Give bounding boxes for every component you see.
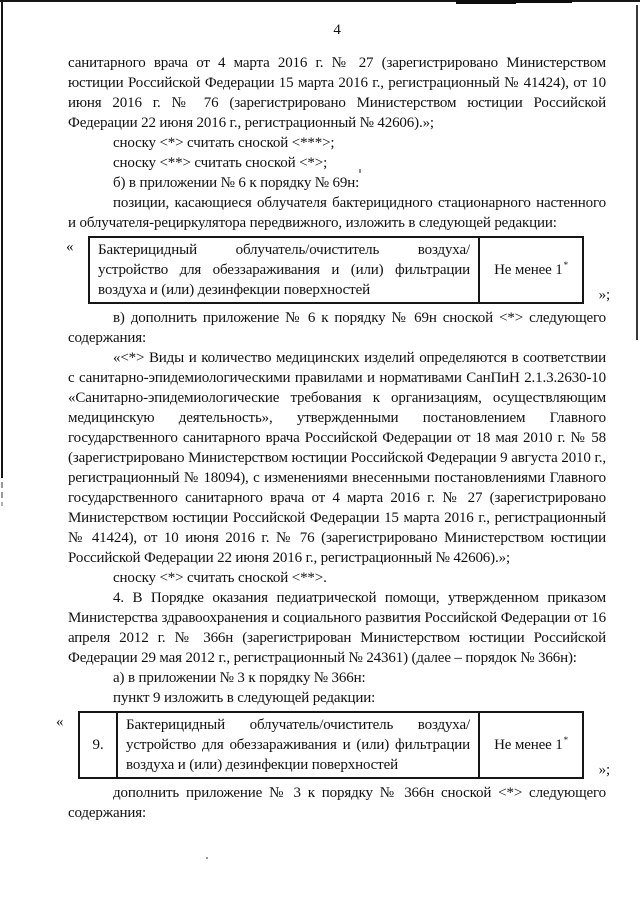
close-quote-mark: »; [598, 287, 610, 303]
line-footnote-renumber-2: сноску <**> считать сноской <*>; [113, 155, 328, 171]
quantity-text: Не менее 1 [494, 737, 563, 753]
equipment-description-cell: Бактерицидный облучатель/очиститель воздуха/устройство для обеззараживания и (или) фильтрации воздуха и (или) дезинфекции поверхностей [89, 237, 479, 303]
line-point-9: пункт 9 изложить в следующей редакции: [113, 690, 376, 706]
paragraph-item-4: 4. В Порядке оказания педиатрической помощи, утвержденном приказом Министерства здравоохранения и социального развития Российской Федерации от 16 апреля 2012 г. № 366н (зарегистрирован Министерством юстиции Российской Федерации 29 мая 2012 г., регистрационный № 24361) (далее – порядок № 366н): [68, 590, 606, 666]
open-quote-mark: « [66, 239, 74, 255]
equipment-quantity-cell [479, 712, 583, 778]
quantity-text: Не менее 1 [494, 262, 563, 278]
scan-artifact [1, 492, 3, 498]
close-quote-mark: »; [598, 762, 610, 778]
scan-artifact [1, 502, 3, 506]
amendment-table-1 [88, 236, 584, 304]
amendment-table-2-wrap [56, 711, 610, 779]
equipment-quantity-cell [479, 237, 583, 303]
paragraph-registration-continuation: санитарного врача от 4 марта 2016 г. № 27 (зарегистрировано Министерством юстиции Российской Федерации 15 марта 2016 г., регистрационный № 41424), от 10 июня 2016 г. № 76 (зарегистрировано Министерством юстиции Российской Федерации 22 июня 2016 г., регистрационный № 42606).»; [68, 55, 606, 131]
row-number-cell: 9. [79, 712, 117, 778]
footnote-asterisk: * [563, 735, 568, 745]
page-number: 4 [333, 22, 341, 38]
footnote-asterisk: * [563, 260, 568, 270]
scan-artifact [456, 0, 516, 4]
paragraph-positions-amendment: позиции, касающиеся облучателя бактерицидного стационарного настенного и облучателя-рециркулятора передвижного, изложить в следующей редакции: [68, 195, 606, 231]
paragraph-footnote-text: «<*> Виды и количество медицинских изделий определяются в соответствии с санитарно-эпидемиологическими правилами и нормативами СанПиН 2.1.3.2630-10 «Санитарно-эпидемиологические требования к организациям, осуществляющим медицинскую деятельность», утвержденными постановлением Главного государственного санитарного врача Российской Федерации от 18 мая 2010 г. № 58 (зарегистрировано Министерством юстиции Российской Федерации 9 августа 2010 г., регистрационный № 18094), с изменениями внесенными постановлениями Главного государственного санитарного врача от 4 марта 2016 г. № 27 (зарегистрировано Министерством юстиции Российской Федерации 15 марта 2016 г., регистрационный № 41424), от 10 июня 2016 г. № 76 (зарегистрировано Министерством юстиции Российской Федерации 22 июня 2016 г., регистрационный № 42606).»; [68, 350, 606, 566]
line-subitem-v: в) дополнить приложение № 6 к порядку № 69н сноской <*> следующего содержания: [68, 310, 606, 346]
scan-artifact [516, 0, 572, 3]
open-quote-mark: « [56, 714, 64, 730]
table-row [89, 237, 583, 303]
scan-artifact [206, 857, 208, 859]
paragraph-add-footnote: дополнить приложение № 3 к порядку № 366н сноской <*> следующего содержания: [68, 785, 606, 821]
line-subitem-b: б) в приложении № 6 к порядку № 69н: [113, 175, 360, 191]
equipment-description-cell: Бактерицидный облучатель/очиститель воздуха/устройство для обеззараживания и (или) фильтрации воздуха и (или) дезинфекции поверхностей [117, 712, 479, 778]
line-footnote-renumber-3: сноску <*> считать сноской <**>. [113, 570, 327, 586]
line-subitem-a: а) в приложении № 3 к порядку № 366н: [113, 670, 366, 686]
line-footnote-renumber-1: сноску <*> считать сноской <***>; [113, 135, 335, 151]
scan-artifact [1, 482, 3, 488]
amendment-table-1-wrap [66, 236, 610, 304]
scan-border-right [636, 5, 638, 340]
table-row [79, 712, 583, 778]
scan-border-left [1, 0, 3, 478]
amendment-table-2 [78, 711, 584, 779]
page-body [56, 20, 610, 823]
